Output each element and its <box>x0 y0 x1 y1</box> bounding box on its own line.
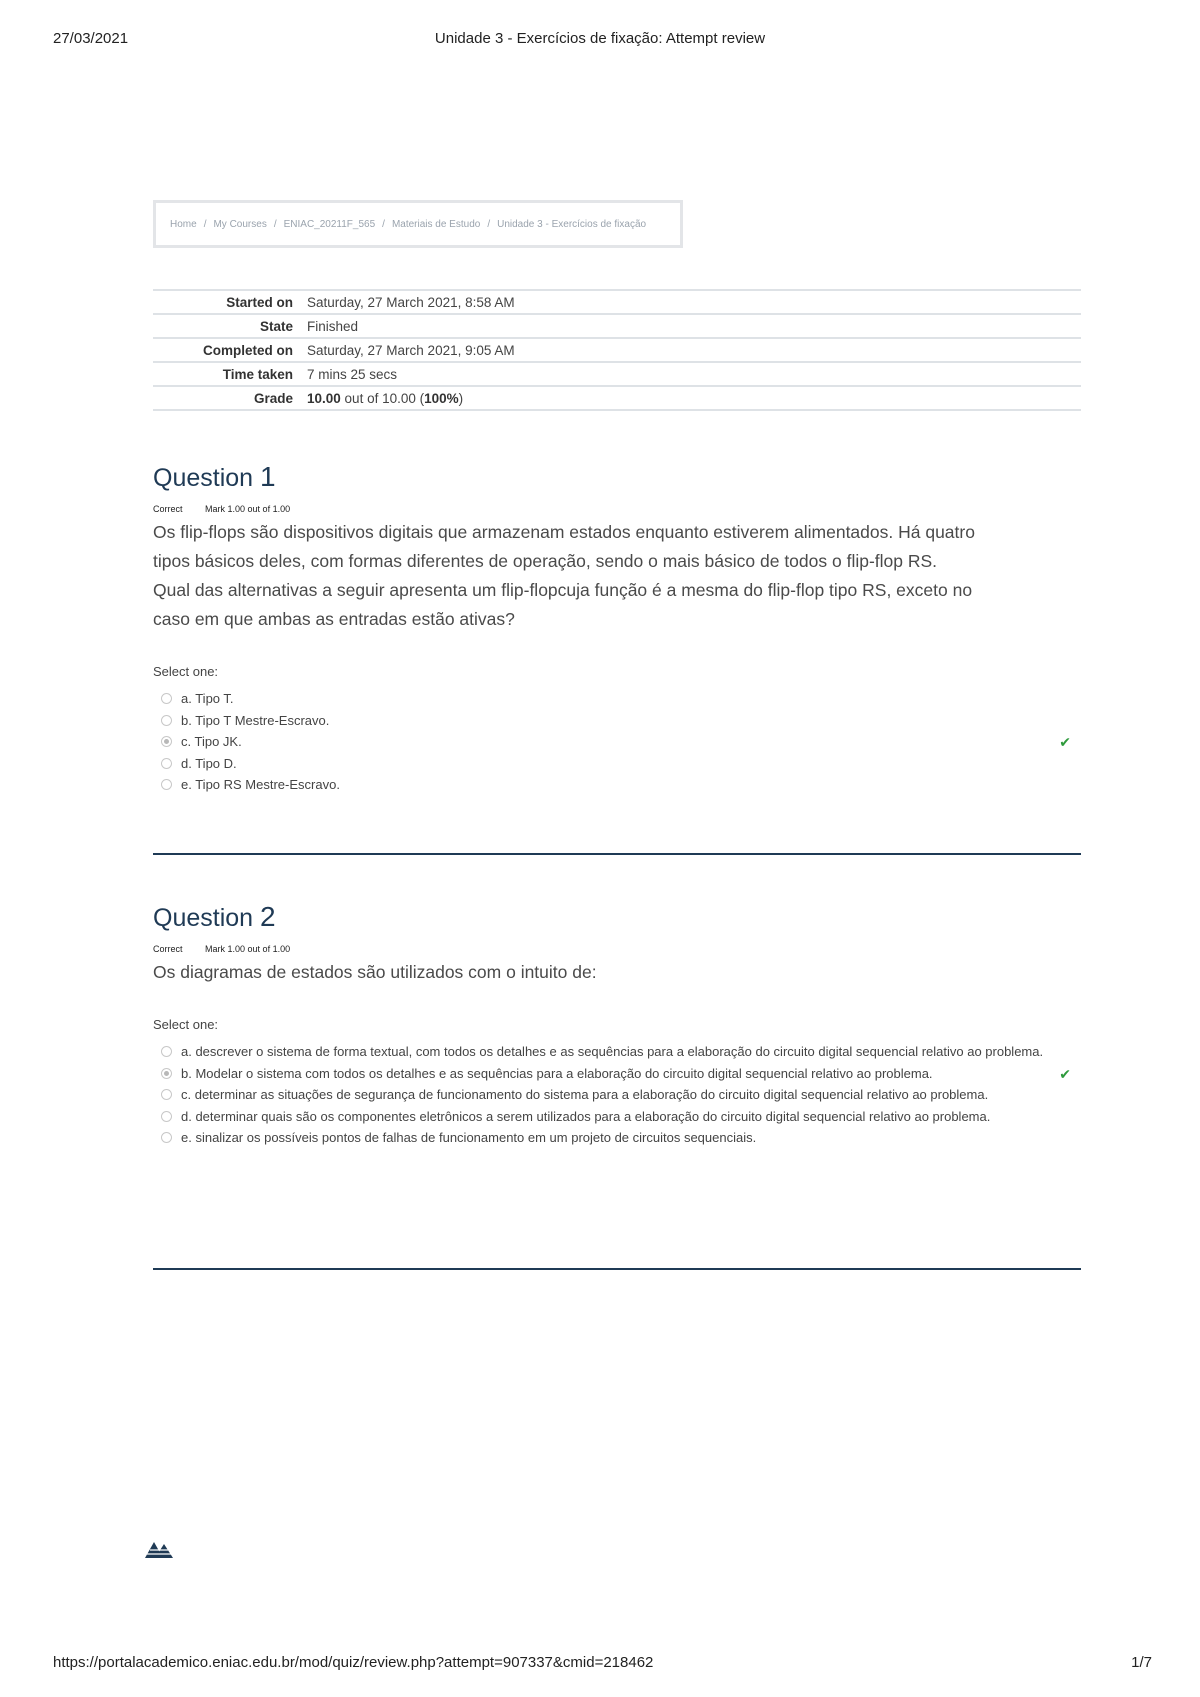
summary-row-completed <box>153 338 1081 362</box>
answer-option-d[interactable]: d. determinar quais são os componentes eletrônicos a serem utilizados para a elaboração do circuito digital sequencial relativo ao problema. <box>153 1106 1081 1128</box>
radio-button[interactable] <box>161 693 172 704</box>
breadcrumb-home[interactable]: Home <box>170 218 197 230</box>
question-text: Os diagramas de estados são utilizados com o intuito de: <box>153 962 597 982</box>
summary-value <box>307 386 1081 410</box>
question-mark: Mark 1.00 out of 1.00 <box>205 504 291 514</box>
breadcrumb-course[interactable]: ENIAC_20211F_565 <box>283 218 376 230</box>
radio-button-selected[interactable] <box>161 1068 172 1079</box>
check-icon: ✔ <box>1059 734 1071 750</box>
question-text: Os flip-flops são dispositivos digitais que armazenam estados enquanto estiverem alimentados. Há quatro tipos básicos deles, com formas diferentes de operação, sendo o mais básico de todos o flip-flop RS. Qual das alternativas a seguir apresenta um flip-flopcuja função é a mesma do flip-flop tipo RS, exceto no caso em que ambas as entradas estão ativas? <box>153 522 975 629</box>
print-date: 27/03/2021 <box>53 30 129 47</box>
radio-button[interactable] <box>161 1046 172 1057</box>
grade-close: ) <box>458 390 464 406</box>
radio-button[interactable] <box>161 715 172 726</box>
summary-row-started <box>153 290 1081 314</box>
answer-option-c[interactable]: c. determinar as situações de segurança de funcionamento do sistema para a elaboração do circuito digital sequencial relativo ao problema. <box>153 1084 1081 1106</box>
attempt-summary-table <box>153 289 1081 411</box>
question-2 <box>153 900 1081 1149</box>
question-info <box>153 504 1081 516</box>
answer-option-b[interactable]: b. Tipo T Mestre-Escravo. <box>153 710 1081 732</box>
question-mark: Mark 1.00 out of 1.00 <box>205 944 291 954</box>
answer-list <box>153 1041 1081 1149</box>
radio-button[interactable] <box>161 779 172 790</box>
radio-button[interactable] <box>161 1111 172 1122</box>
answer-option-d[interactable]: d. Tipo D. <box>153 753 1081 775</box>
question-title: Question 1 <box>153 461 276 492</box>
select-one-label: Select one: <box>153 1017 219 1032</box>
question-number: 2 <box>260 901 276 932</box>
grade-out-of: out of 10.00 ( <box>340 390 425 406</box>
summary-row-grade <box>153 386 1081 410</box>
question-status: Correct <box>153 504 183 514</box>
breadcrumb-quiz[interactable]: Unidade 3 - Exercícios de fixação <box>497 218 647 230</box>
radio-button[interactable] <box>161 1089 172 1100</box>
summary-label: Time taken <box>222 366 293 382</box>
question-title: Question 2 <box>153 901 276 932</box>
radio-button[interactable] <box>161 1132 172 1143</box>
question-divider <box>153 1268 1081 1270</box>
answer-option-c[interactable]: c. Tipo JK. ✔ <box>153 731 1081 753</box>
radio-button-selected[interactable] <box>161 736 172 747</box>
question-number: 1 <box>260 461 276 492</box>
question-divider <box>153 853 1081 855</box>
summary-row-state <box>153 314 1081 338</box>
check-icon: ✔ <box>1059 1065 1071 1082</box>
question-status: Correct <box>153 944 183 954</box>
print-page-title: Unidade 3 - Exercícios de fixação: Attempt review <box>434 30 766 47</box>
print-header <box>0 30 1200 50</box>
summary-value: 7 mins 25 secs <box>307 366 398 382</box>
grade-score: 10.00 <box>307 390 341 406</box>
summary-row-time-taken <box>153 362 1081 386</box>
answer-option-e[interactable]: e. Tipo RS Mestre-Escravo. <box>153 774 1081 796</box>
summary-label: Started on <box>226 294 293 310</box>
summary-label: Completed on <box>203 342 293 358</box>
breadcrumb: Home / My Courses / ENIAC_20211F_565 / Materiais de Estudo / Unidade 3 - Exercícios de fixação <box>153 200 683 248</box>
radio-button[interactable] <box>161 758 172 769</box>
select-one-label: Select one: <box>153 664 219 679</box>
answer-option-a[interactable]: a. Tipo T. <box>153 688 1081 710</box>
question-1 <box>153 460 1081 796</box>
grade-percent: 100% <box>424 390 459 406</box>
summary-label: Grade <box>253 390 293 406</box>
summary-value: Saturday, 27 March 2021, 8:58 AM <box>307 294 515 310</box>
print-page-number: 1/7 <box>1131 1654 1152 1671</box>
breadcrumb-materials[interactable]: Materiais de Estudo <box>391 218 481 230</box>
answer-option-a[interactable]: a. descrever o sistema de forma textual, com todos os detalhes e as sequências para a elaboração do circuito digital sequencial relativo ao problema. <box>153 1041 1081 1063</box>
answer-list <box>153 688 1081 796</box>
print-footer <box>0 1654 1200 1674</box>
answer-option-b[interactable]: b. Modelar o sistema com todos os detalhes e as sequências para a elaboração do circuito digital sequencial relativo ao problema. ✔ <box>153 1063 1081 1085</box>
answer-option-e[interactable]: e. sinalizar os possíveis pontos de falhas de funcionamento em um projeto de circuitos sequenciais. <box>153 1127 1081 1149</box>
print-url: https://portalacademico.eniac.edu.br/mod/quiz/review.php?attempt=907337&cmid=218462 <box>53 1654 654 1671</box>
summary-label: State <box>259 318 293 334</box>
breadcrumb-my-courses[interactable]: My Courses <box>213 218 267 230</box>
question-info <box>153 944 1081 956</box>
summary-value: Finished <box>307 318 359 334</box>
summary-value: Saturday, 27 March 2021, 9:05 AM <box>307 342 515 358</box>
eniac-logo-icon <box>143 1540 175 1560</box>
